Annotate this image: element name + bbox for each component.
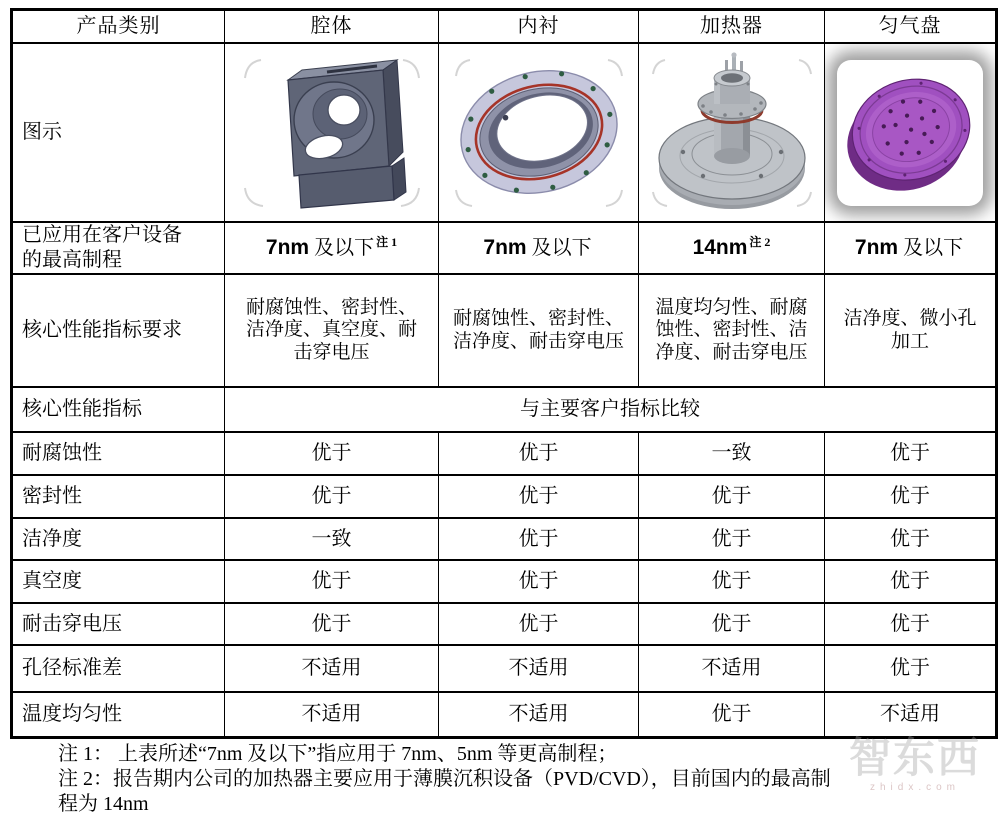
metric-cell — [825, 476, 995, 519]
row-label-max-process — [13, 223, 225, 275]
requirements-cell-heater — [639, 275, 825, 388]
metric-value: 不适用 — [701, 657, 762, 679]
metric-value: 优于 — [711, 612, 752, 635]
header-label: 加热器 — [700, 15, 763, 37]
row-label: 孔径标准差 — [22, 657, 122, 679]
metric-value: 优于 — [711, 703, 752, 725]
row-label-cleanliness — [13, 519, 225, 561]
process-suffix: 及以下 — [526, 236, 592, 259]
metric-value: 优于 — [890, 485, 930, 507]
row-label: 温度均匀性 — [22, 703, 122, 725]
metric-value: 优于 — [518, 442, 559, 464]
liner-3d-image — [444, 48, 634, 218]
row-label: 核心性能指标要求 — [22, 319, 182, 341]
zhidx-watermark — [836, 736, 994, 793]
metric-value: 优于 — [711, 485, 752, 507]
row-label: 耐腐蚀性 — [22, 442, 102, 464]
metric-value: 优于 — [518, 612, 559, 635]
footnotes — [58, 742, 838, 815]
metric-value: 优于 — [311, 442, 352, 464]
metric-cell — [825, 604, 995, 646]
row-label: 密封性 — [22, 485, 82, 507]
metric-value: 优于 — [311, 612, 352, 635]
metric-cell — [825, 433, 995, 476]
metric-cell — [825, 561, 995, 604]
footnote-2: 注 2：报告期内公司的加热器主要应用于薄膜沉积设备（PVD/CVD），目前国内的最高制程为 14nm — [58, 768, 831, 815]
gas-plate-card — [837, 60, 983, 206]
metric-value: 优于 — [518, 485, 559, 507]
metric-cell — [639, 433, 825, 476]
process-cell-heater — [639, 223, 825, 275]
metric-value: 优于 — [518, 570, 559, 592]
header-gas-plate — [825, 11, 995, 44]
process-cell-chamber — [225, 223, 439, 275]
requirements-cell-liner — [439, 275, 639, 388]
watermark-logo-text: 智东西 — [848, 734, 981, 781]
header-label: 腔体 — [310, 15, 353, 37]
metric-value: 不适用 — [508, 657, 569, 679]
row-label-vacuum — [13, 561, 225, 604]
row-label: 核心性能指标 — [22, 398, 142, 420]
metric-value: 优于 — [890, 527, 930, 550]
metric-value: 优于 — [890, 612, 930, 635]
metric-value: 不适用 — [880, 703, 940, 725]
process-suffix: 及以下 — [309, 236, 375, 259]
footnote-1: 注 1： 上表所述“7nm 及以下”指应用于 7nm、5nm 等更高制程； — [58, 743, 618, 765]
liner-image-cell — [439, 44, 639, 223]
metric-cell — [639, 561, 825, 604]
header-chamber — [225, 11, 439, 44]
requirements-text: 温度均匀性、耐腐蚀性、密封性、洁净度、耐击穿电压 — [655, 296, 808, 363]
row-label-sealing — [13, 476, 225, 519]
row-label-illustration — [13, 44, 225, 223]
metric-cell — [439, 604, 639, 646]
heater-3d-image — [643, 48, 821, 218]
metric-cell — [439, 646, 639, 693]
row-label-core-indicators — [13, 388, 225, 433]
heater-image-cell — [639, 44, 825, 223]
process-note-ref: 注 2 — [749, 234, 771, 249]
metric-cell — [439, 433, 639, 476]
metric-cell — [825, 519, 995, 561]
metric-cell — [639, 604, 825, 646]
metric-cell — [225, 476, 439, 519]
metric-value: 优于 — [711, 527, 752, 550]
metric-value: 优于 — [890, 442, 930, 464]
row-label-aperture-std-dev — [13, 646, 225, 693]
header-liner — [439, 11, 639, 44]
metric-cell — [225, 433, 439, 476]
process-note-ref: 注 1 — [376, 234, 398, 249]
metric-value: 优于 — [311, 485, 352, 507]
metric-cell — [225, 646, 439, 693]
metric-value: 优于 — [890, 570, 930, 592]
row-label-corrosion-resistance — [13, 433, 225, 476]
process-cell-liner — [439, 223, 639, 275]
metric-value: 优于 — [311, 570, 352, 592]
header-label: 匀气盘 — [878, 15, 942, 37]
requirements-text: 洁净度、微小孔加工 — [843, 308, 977, 352]
watermark-url-text: zhidx.com — [869, 782, 960, 793]
product-comparison-table — [10, 8, 998, 739]
chamber-3d-image — [231, 48, 433, 218]
process-value: 7nm — [483, 235, 527, 259]
metric-cell — [639, 693, 825, 736]
metric-value: 不适用 — [508, 703, 569, 725]
metric-cell — [439, 476, 639, 519]
process-value: 7nm — [265, 235, 310, 259]
metric-cell — [225, 693, 439, 736]
header-label: 产品类别 — [76, 15, 161, 37]
requirements-cell-gas-plate — [825, 275, 995, 388]
metric-cell — [639, 646, 825, 693]
requirements-text: 耐腐蚀性、密封性、洁净度、耐击穿电压 — [453, 308, 625, 352]
comparison-span-text: 与主要客户指标比较 — [520, 398, 700, 420]
metric-cell — [439, 519, 639, 561]
metric-cell — [639, 476, 825, 519]
process-value: 7nm — [854, 235, 899, 259]
row-label: 已应用在客户设备的最高制程 — [22, 224, 182, 271]
metric-value: 一致 — [711, 442, 752, 464]
metric-value: 优于 — [518, 527, 559, 550]
requirements-text: 耐腐蚀性、密封性、洁净度、真空度、耐击穿电压 — [245, 296, 417, 363]
process-value: 14nm — [692, 235, 748, 259]
metric-cell — [225, 519, 439, 561]
metric-cell — [439, 693, 639, 736]
metric-value: 一致 — [311, 527, 352, 550]
metric-value: 不适用 — [301, 657, 362, 679]
metric-cell — [225, 561, 439, 604]
metric-value: 不适用 — [301, 703, 362, 725]
process-cell-gas-plate — [825, 223, 995, 275]
metric-cell — [439, 561, 639, 604]
row-label: 耐击穿电压 — [22, 612, 122, 635]
process-suffix: 及以下 — [898, 236, 964, 259]
row-label: 洁净度 — [22, 527, 82, 550]
gas-plate-image-cell — [825, 44, 995, 223]
gas-distribution-plate-3d-image — [837, 60, 983, 206]
metric-cell — [825, 693, 995, 736]
row-label-breakdown-voltage — [13, 604, 225, 646]
row-label: 图示 — [22, 121, 62, 143]
row-label-core-requirements — [13, 275, 225, 388]
chamber-image-cell — [225, 44, 439, 223]
header-heater — [639, 11, 825, 44]
row-label-temperature-uniformity — [13, 693, 225, 736]
requirements-cell-chamber — [225, 275, 439, 388]
metric-value: 优于 — [890, 657, 930, 679]
header-product-category — [13, 11, 225, 44]
header-label: 内衬 — [517, 15, 560, 37]
metric-cell — [639, 519, 825, 561]
metric-cell — [825, 646, 995, 693]
metric-cell — [225, 604, 439, 646]
comparison-span-cell — [225, 388, 995, 433]
metric-value: 优于 — [711, 570, 752, 592]
row-label: 真空度 — [22, 570, 82, 592]
